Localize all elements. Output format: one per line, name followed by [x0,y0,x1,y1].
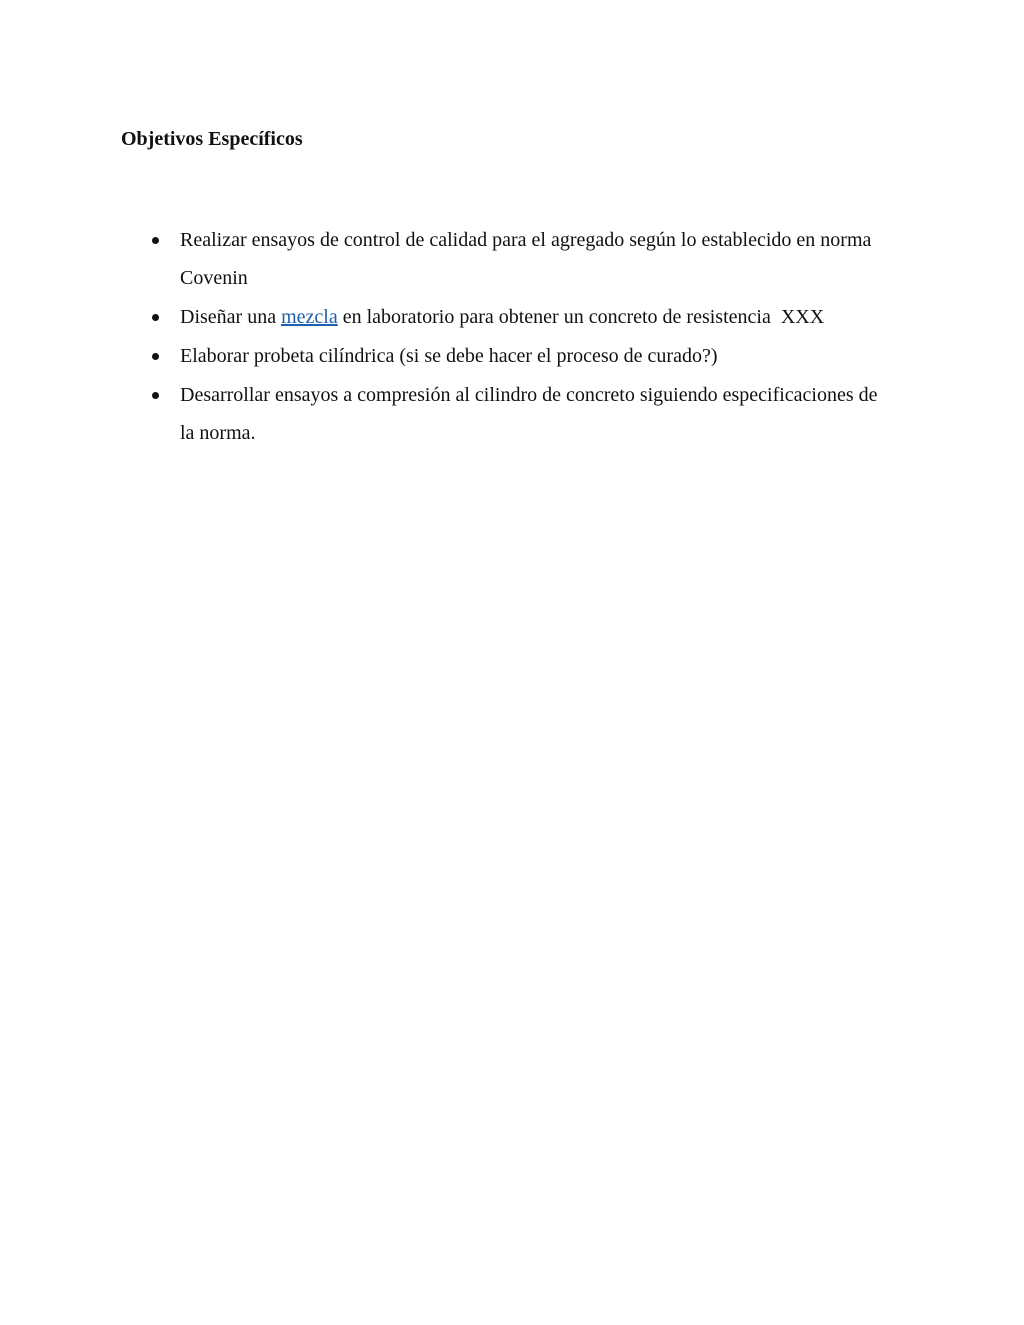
bullet-icon [152,392,159,399]
list-item-text-after: en laboratorio para obtener un concreto de resistencia XXX [337,306,825,328]
list-item [0,337,1024,375]
bullet-icon [152,237,159,244]
bullet-icon [152,314,159,321]
section-heading: Objetivos Específicos [121,128,303,150]
list-item-text-before: Diseñar una [180,306,282,328]
bullet-icon [152,353,159,360]
list-item-text: Realizar ensayos de control de calidad para el agregado según lo establecido en norma Covenin [180,229,872,289]
objectives-list [0,221,1024,453]
mezcla-link[interactable]: mezcla [281,306,338,328]
list-item [0,376,1024,452]
list-item-text: Elaborar probeta cilíndrica (si se debe hacer el proceso de curado?) [180,345,718,367]
list-item [0,221,1024,297]
list-item-text: Desarrollar ensayos a compresión al cilindro de concreto siguiendo especificaciones de la norma. [180,384,878,444]
list-item [0,298,1024,336]
